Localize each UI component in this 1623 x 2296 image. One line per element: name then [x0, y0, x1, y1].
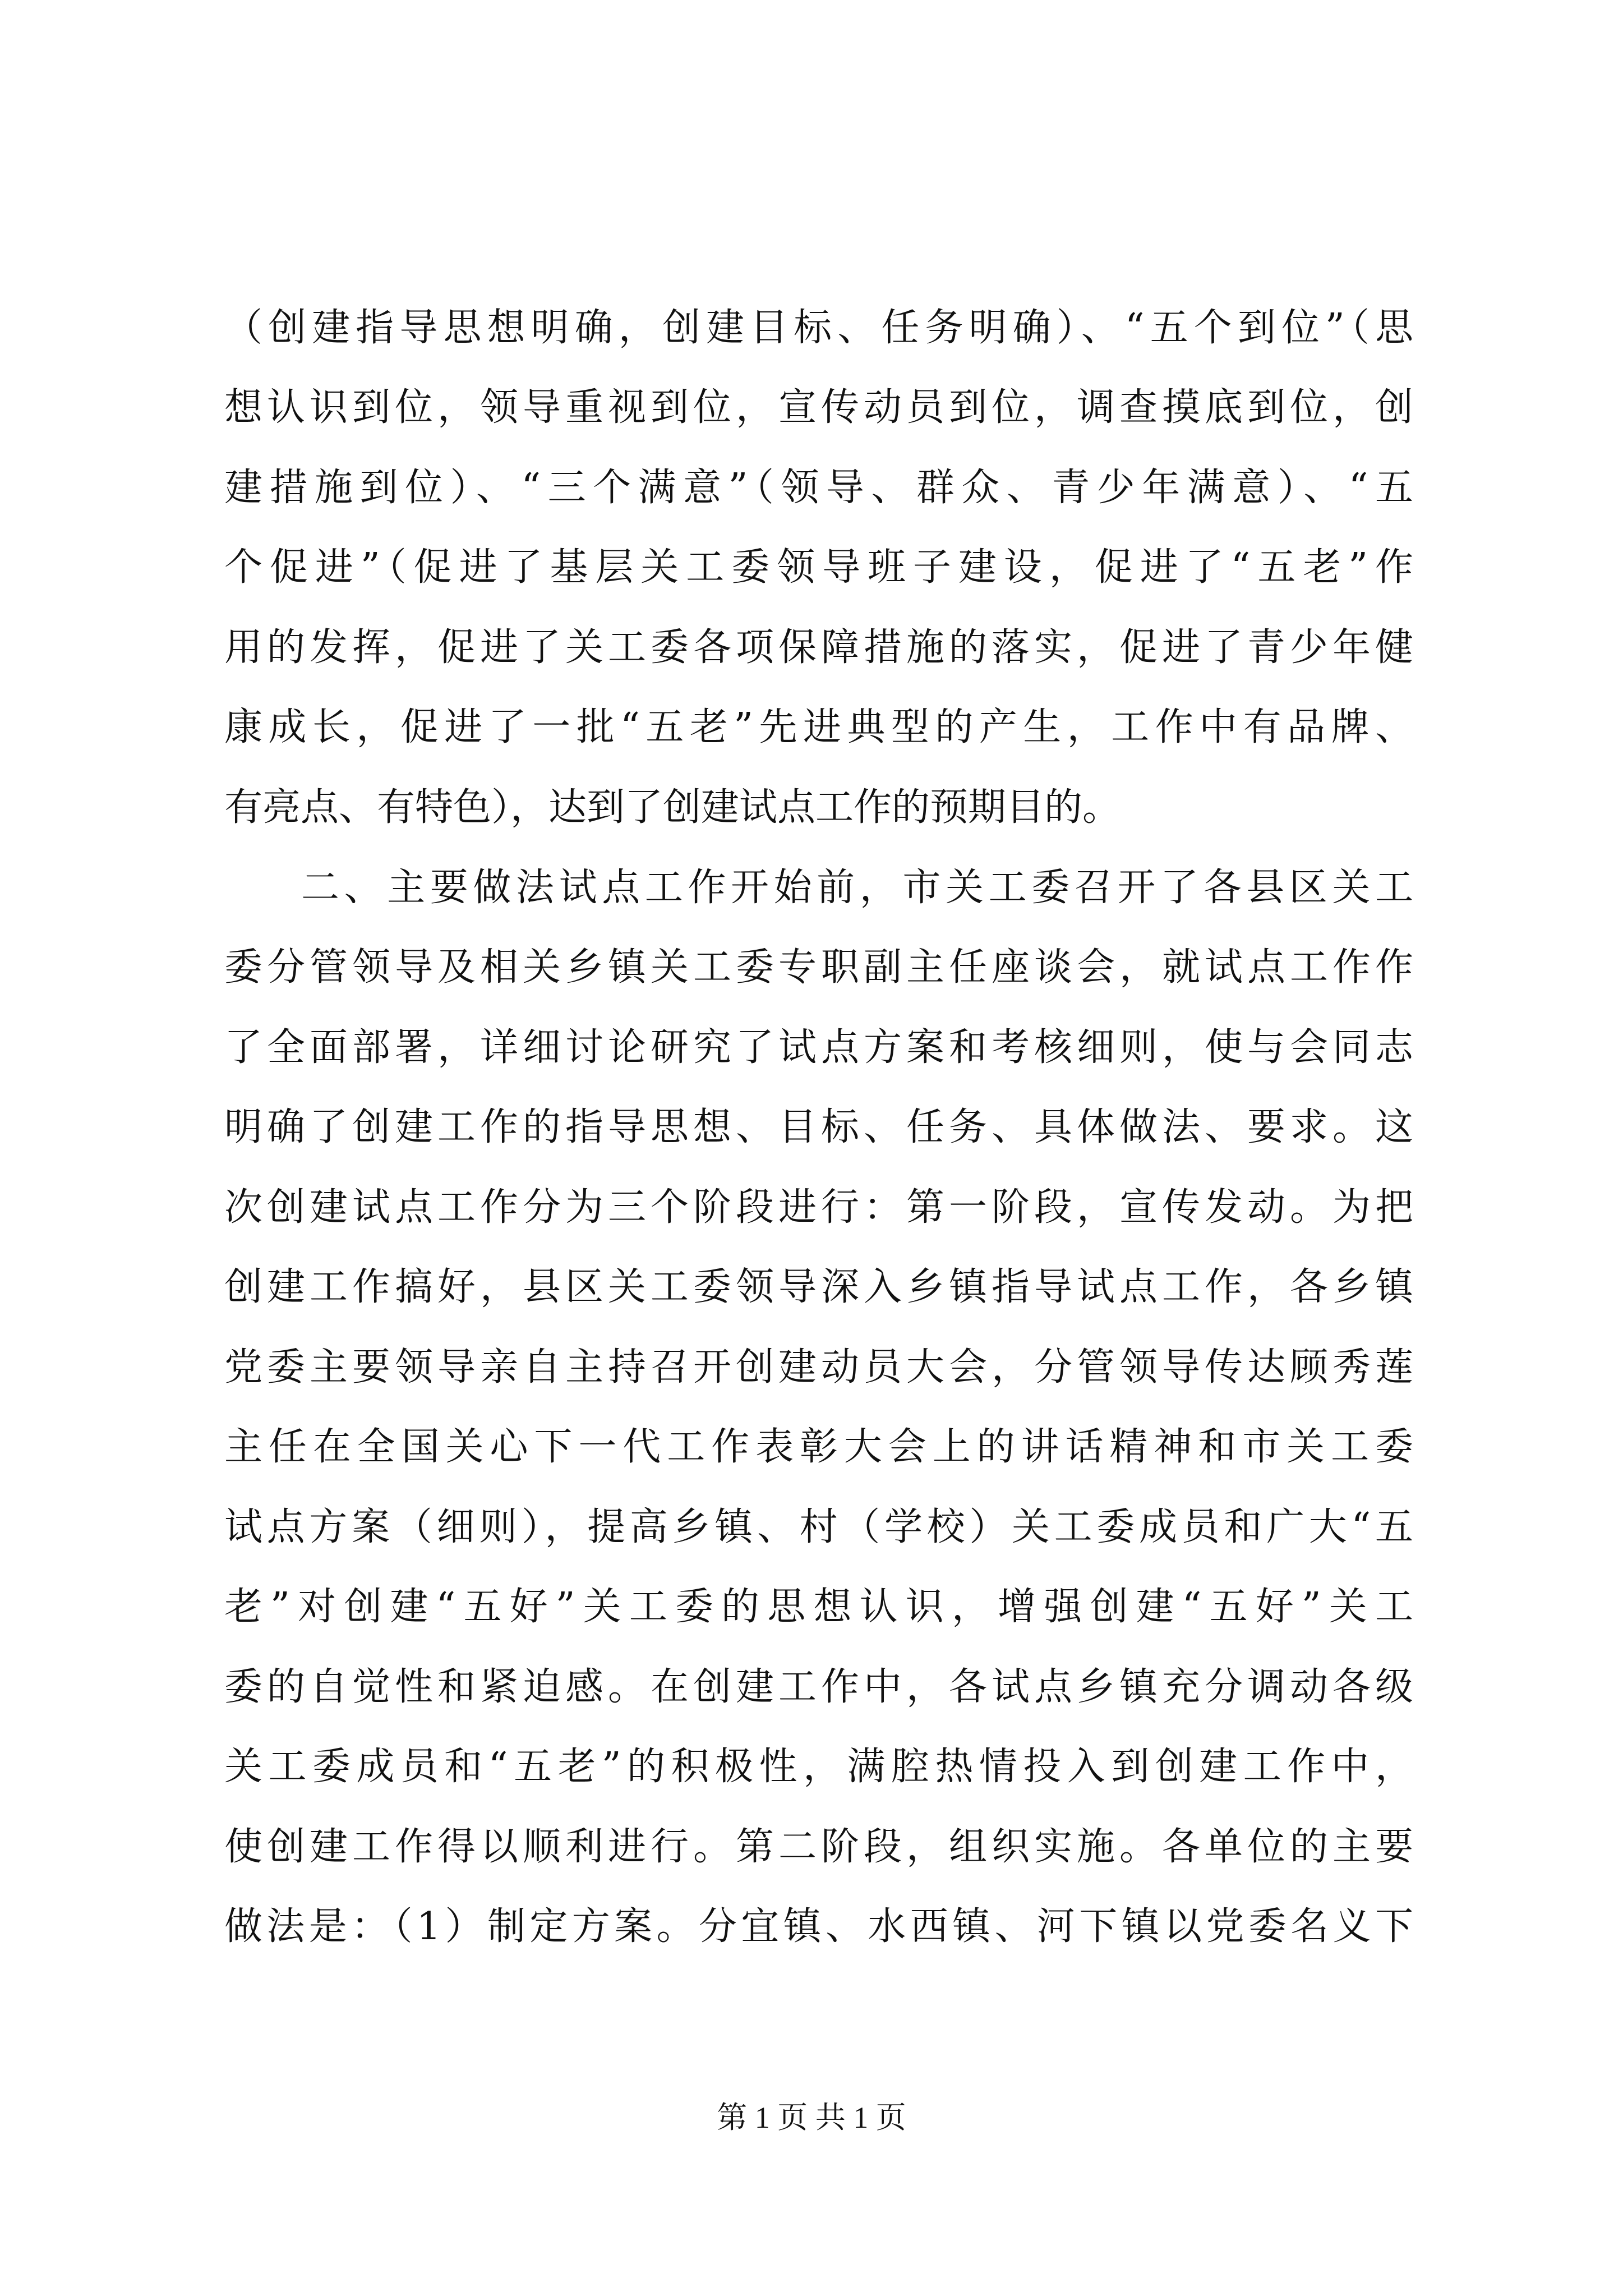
- body-text-line: 委分管领导及相关乡镇关工委专职副主任座谈会，就试点工作作: [224, 945, 1413, 990]
- body-text-line: 建措施到位）、“三个满意”（领导、群众、青少年满意）、“五: [224, 466, 1413, 510]
- page-footer: 第 1 页 共 1 页: [717, 2101, 906, 2134]
- body-text-line: 明确了创建工作的指导思想、目标、任务、具体做法、要求。这: [224, 1105, 1413, 1149]
- body-text-line: 想认识到位，领导重视到位，宣传动员到位，调查摸底到位，创: [224, 385, 1413, 430]
- body-text-line: 老”对创建“五好”关工委的思想认识，增强创建“五好”关工: [224, 1585, 1413, 1629]
- body-text-line: 做法是：（1）制定方案。分宜镇、水西镇、河下镇以党委名义下: [224, 1904, 1413, 1949]
- body-text-line: 试点方案（细则），提高乡镇、村（学校）关工委成员和广大“五: [224, 1505, 1413, 1549]
- body-text-line: 委的自觉性和紧迫感。在创建工作中，各试点乡镇充分调动各级: [224, 1665, 1413, 1709]
- body-text-line: 使创建工作得以顺利进行。第二阶段，组织实施。各单位的主要: [224, 1825, 1413, 1869]
- body-text-line: 有亮点、有特色），达到了创建试点工作的预期目的。: [224, 785, 1121, 830]
- body-text-line: 党委主要领导亲自主持召开创建动员大会，分管领导传达顾秀莲: [224, 1345, 1413, 1389]
- body-text-line: （创建指导思想明确，创建目标、任务明确）、“五个到位”（思: [224, 306, 1413, 350]
- body-text-line: 主任在全国关心下一代工作表彰大会上的讲话精神和市关工委: [224, 1425, 1413, 1469]
- body-text-line: 康成长，促进了一批“五老”先进典型的产生，工作中有品牌、: [224, 705, 1413, 749]
- body-text-line: 次创建试点工作分为三个阶段进行：第一阶段，宣传发动。为把: [224, 1185, 1413, 1230]
- body-text-line: 个促进”（促进了基层关工委领导班子建设，促进了“五老”作: [224, 545, 1413, 590]
- paragraph-first-line: 二、主要做法试点工作开始前，市关工委召开了各县区关工: [301, 866, 1413, 910]
- body-text-line: 用的发挥，促进了关工委各项保障措施的落实，促进了青少年健: [224, 625, 1413, 670]
- body-text-line: 关工委成员和“五老”的积极性，满腔热情投入到创建工作中，: [224, 1745, 1413, 1789]
- body-text-line: 了全面部署，详细讨论研究了试点方案和考核细则，使与会同志: [224, 1025, 1413, 1070]
- body-text-line: 创建工作搞好，县区关工委领导深入乡镇指导试点工作，各乡镇: [224, 1265, 1413, 1309]
